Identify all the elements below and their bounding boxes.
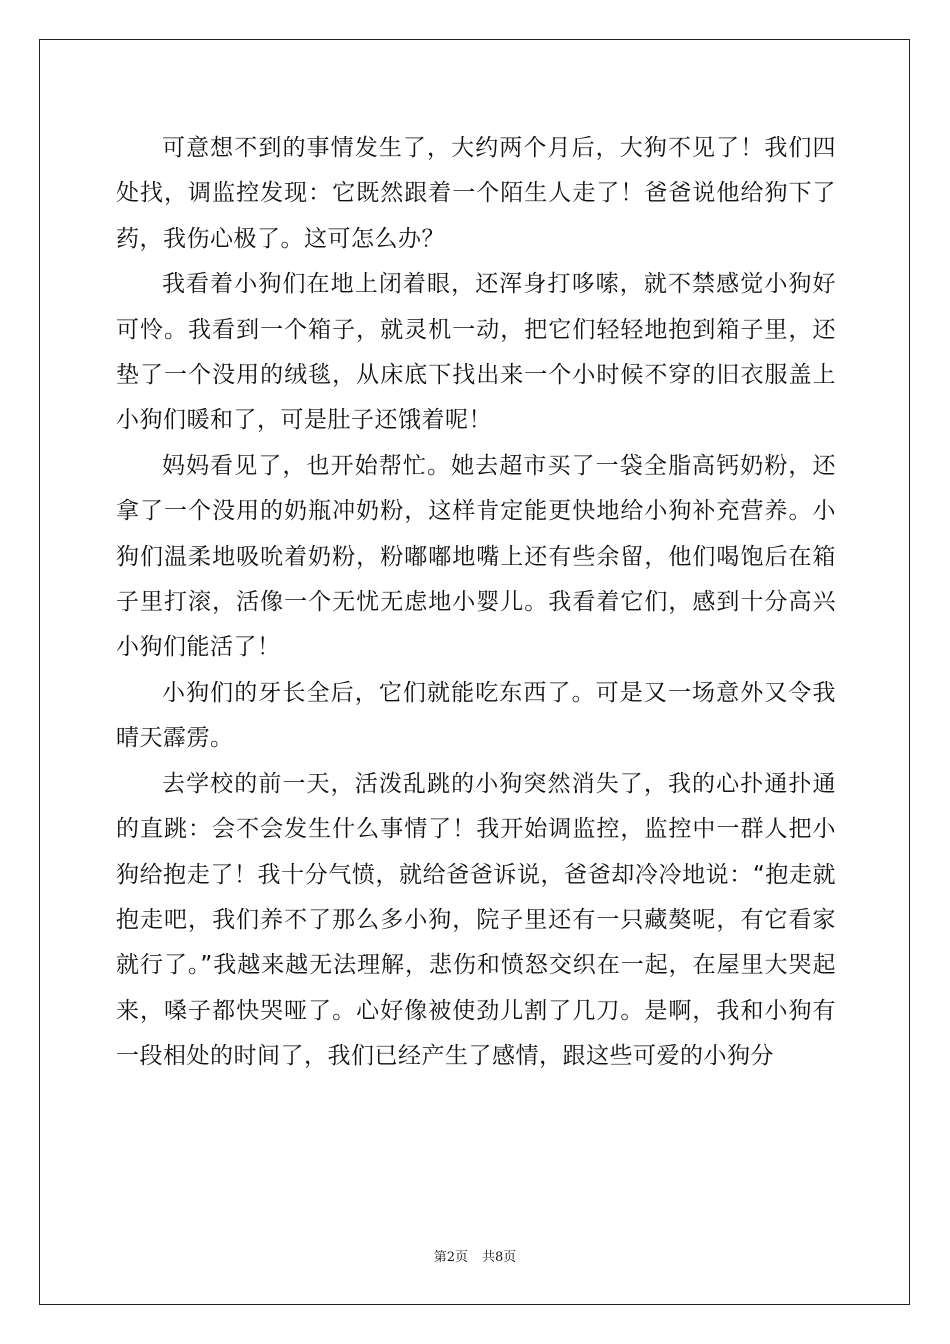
paragraph-3: 妈妈看见了，也开始帮忙。她去超市买了一袋全脂高钙奶粉，还拿了一个没用的奶瓶冲奶粉，这样肯定能更快地给小狗补充营养。小狗们温柔地吸吮着奶粉，粉嘟嘟地嘴上还有些余留，他们喝饱后在箱子里打滚，活像一个无忧无虑地小婴儿。我看着它们，感到十分高兴小狗们能活了！ xyxy=(116,452,836,661)
page-number: 第2页 xyxy=(433,1250,468,1265)
paragraph-1: 可意想不到的事情发生了，大约两个月后，大狗不见了！我们四处找，调监控发现：它既然跟着一个陌生人走了！爸爸说他给狗下了药，我伤心极了。这可怎么办？ xyxy=(116,135,836,252)
paragraph-5: 去学校的前一天，活泼乱跳的小狗突然消失了，我的心扑通扑通的直跳：会不会发生什么事情了！我开始调监控，监控中一群人把小狗给抱走了！我十分气愤，就给爸爸诉说，爸爸却冷冷地说：“抱走就抱走吧，我们养不了那么多小狗，院子里还有一只藏獒呢，有它看家就行了。”我越来越无法理解，悲伤和愤怒交织在一起，在屋里大哭起来，嗓子都快哭哑了。心好像被使劲儿割了几刀。是啊，我和小狗有一段相处的时间了，我们已经产生了感情，跟这些可爱的小狗分 xyxy=(116,770,836,1070)
page-total: 共8页 xyxy=(482,1250,517,1265)
paragraph-4: 小狗们的牙长全后，它们就能吃东西了。可是又一场意外又令我晴天霹雳。 xyxy=(116,679,836,752)
paragraph-2: 我看着小狗们在地上闭着眼，还浑身打哆嗦，就不禁感觉小狗好可怜。我看到一个箱子，就灵机一动，把它们轻轻地抱到箱子里，还垫了一个没用的绒毯，从床底下找出来一个小时候不穿的旧衣服盖上小狗们暖和了，可是肚子还饿着呢！ xyxy=(116,271,836,434)
document-body xyxy=(116,126,836,1080)
page-footer xyxy=(0,1246,950,1265)
